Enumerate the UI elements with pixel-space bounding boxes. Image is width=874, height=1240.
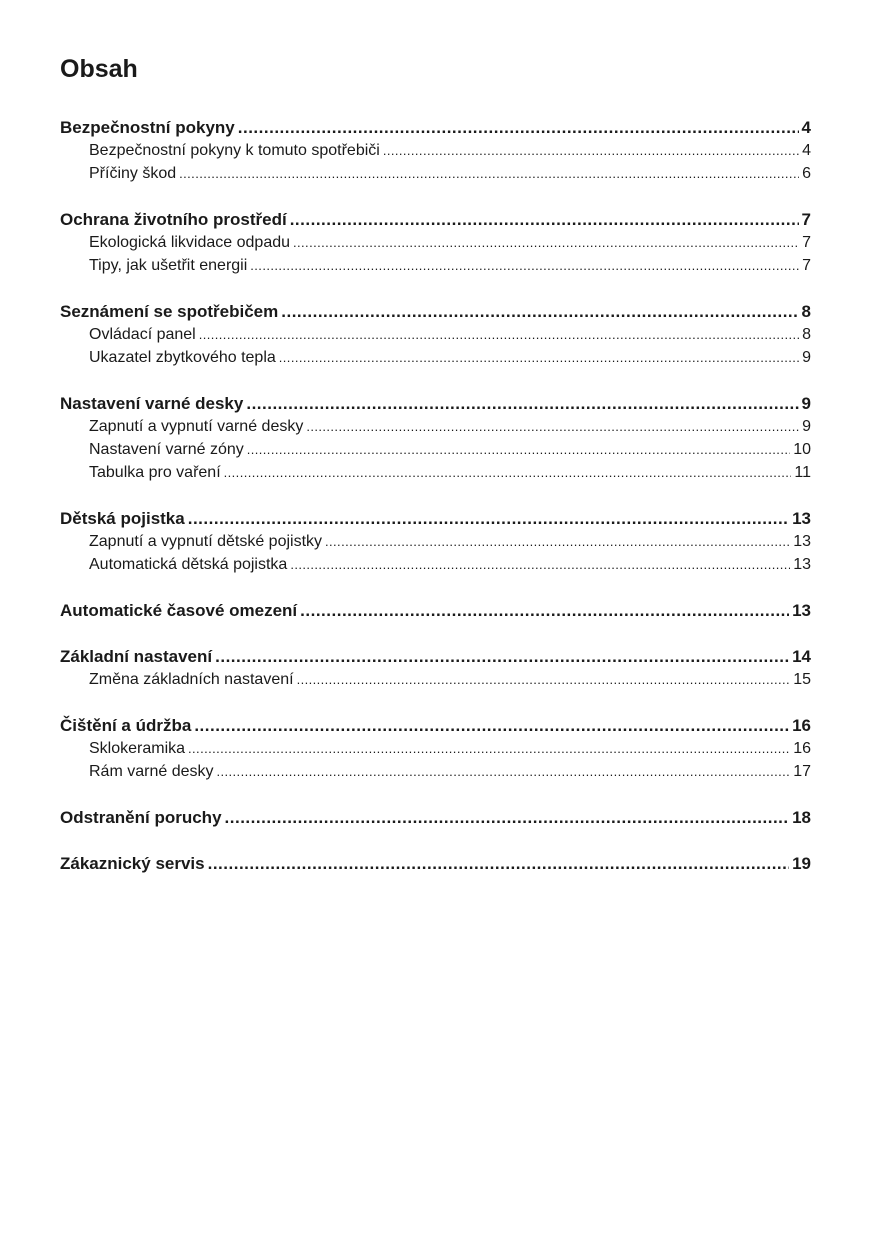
toc-subentry[interactable] [60, 323, 811, 346]
toc-entry-label: Nastavení varné desky [60, 394, 244, 413]
toc-subentry-page: 17 [793, 763, 811, 780]
toc-subentry[interactable] [60, 760, 811, 783]
dot-leader [238, 116, 799, 139]
toc-subentry[interactable] [60, 139, 811, 162]
toc-subentry[interactable] [60, 668, 811, 691]
toc-subentry-page: 9 [802, 349, 811, 366]
toc-subentry-page: 15 [793, 671, 811, 688]
toc-entry-label: Zákaznický servis [60, 854, 205, 873]
dot-leader [297, 668, 791, 691]
toc-subentry[interactable] [60, 737, 811, 760]
toc-section [60, 806, 811, 829]
toc-entry-page: 4 [801, 118, 811, 137]
dot-leader [217, 760, 791, 783]
toc-subentry-label: Změna základních nastavení [89, 671, 294, 688]
toc-entry-page: 8 [801, 302, 811, 321]
dot-leader [215, 645, 789, 668]
toc-subentry-page: 13 [793, 556, 811, 573]
dot-leader [179, 162, 799, 185]
toc-subentry-label: Ukazatel zbytkového tepla [89, 349, 276, 366]
toc-entry[interactable] [60, 714, 811, 737]
toc-entry[interactable] [60, 116, 811, 139]
dot-leader [194, 714, 789, 737]
dot-leader [188, 507, 789, 530]
dot-leader [247, 438, 790, 461]
toc-subentry[interactable] [60, 254, 811, 277]
toc-entry[interactable] [60, 507, 811, 530]
toc-subentry-label: Bezpečnostní pokyny k tomuto spotřebiči [89, 142, 380, 159]
toc-subentry-label: Rám varné desky [89, 763, 214, 780]
toc-entry-page: 7 [801, 210, 811, 229]
toc-subentry-label: Nastavení varné zóny [89, 441, 244, 458]
toc-entry-page: 18 [792, 808, 811, 827]
toc-section [60, 852, 811, 875]
toc-entry-label: Čištění a údržba [60, 716, 192, 735]
toc-entry-page: 14 [792, 647, 811, 666]
toc-subentry-label: Ekologická likvidace odpadu [89, 234, 291, 251]
dot-leader [383, 139, 799, 162]
toc-section [60, 300, 811, 369]
toc-entry-page: 19 [792, 854, 811, 873]
toc-entry-page: 13 [792, 509, 811, 528]
toc-entry[interactable] [60, 208, 811, 231]
toc-entry-label: Ochrana životního prostředí [60, 210, 287, 229]
toc-subentry-page: 16 [793, 740, 811, 757]
toc-subentry[interactable] [60, 346, 811, 369]
toc-subentry[interactable] [60, 438, 811, 461]
toc-entry-label: Bezpečnostní pokyny [60, 118, 235, 137]
dot-leader [279, 346, 799, 369]
dot-leader [250, 254, 799, 277]
toc-subentry[interactable] [60, 530, 811, 553]
dot-leader [300, 599, 789, 622]
dot-leader [281, 300, 798, 323]
dot-leader [290, 208, 799, 231]
dot-leader [225, 806, 790, 829]
toc-subentry-page: 4 [802, 142, 811, 159]
toc-entry[interactable] [60, 300, 811, 323]
toc-subentry-page: 8 [802, 326, 811, 343]
toc-subentry-page: 10 [793, 441, 811, 458]
toc-subentry-label: Ovládací panel [89, 326, 196, 343]
toc-entry-label: Seznámení se spotřebičem [60, 302, 279, 321]
dot-leader [199, 323, 799, 346]
toc-section [60, 507, 811, 576]
toc-section [60, 645, 811, 691]
toc-entry[interactable] [60, 392, 811, 415]
dot-leader [290, 553, 790, 576]
toc-subentry-label: Zapnutí a vypnutí varné desky [89, 418, 304, 435]
toc-entry-label: Automatické časové omezení [60, 601, 298, 620]
toc-subentry-page: 11 [794, 464, 811, 481]
toc-subentry-label: Tipy, jak ušetřit energii [89, 257, 248, 274]
toc-entry-page: 9 [801, 394, 811, 413]
toc-subentry-label: Tabulka pro vaření [89, 464, 221, 481]
dot-leader [293, 231, 799, 254]
toc-subentry-page: 9 [802, 418, 811, 435]
toc-entry-page: 16 [792, 716, 811, 735]
toc-subentry-page: 6 [802, 165, 811, 182]
dot-leader [224, 461, 792, 484]
toc-entry[interactable] [60, 645, 811, 668]
toc-section [60, 714, 811, 783]
toc-subentry[interactable] [60, 553, 811, 576]
toc-subentry-label: Příčiny škod [89, 165, 177, 182]
toc-entry-label: Dětská pojistka [60, 509, 185, 528]
dot-leader [208, 852, 789, 875]
toc-subentry[interactable] [60, 415, 811, 438]
toc-subentry-page: 7 [802, 257, 811, 274]
toc-subentry[interactable] [60, 162, 811, 185]
dot-leader [325, 530, 790, 553]
page-title: Obsah [60, 55, 138, 83]
toc-subentry-label: Automatická dětská pojistka [89, 556, 288, 573]
toc-entry-page: 13 [792, 601, 811, 620]
toc-entry[interactable] [60, 599, 811, 622]
toc-entry[interactable] [60, 852, 811, 875]
dot-leader [188, 737, 790, 760]
toc-entry[interactable] [60, 806, 811, 829]
toc-entry-label: Odstranění poruchy [60, 808, 222, 827]
toc-entry-label: Základní nastavení [60, 647, 213, 666]
dot-leader [306, 415, 799, 438]
toc-subentry-page: 7 [802, 234, 811, 251]
toc-section [60, 116, 811, 185]
toc-section [60, 599, 811, 622]
toc-subentry[interactable] [60, 231, 811, 254]
toc-subentry-label: Sklokeramika [89, 740, 186, 757]
dot-leader [246, 392, 798, 415]
table-of-contents [60, 116, 811, 898]
toc-section [60, 392, 811, 484]
toc-subentry[interactable] [60, 461, 811, 484]
toc-section [60, 208, 811, 277]
toc-subentry-page: 13 [793, 533, 811, 550]
toc-subentry-label: Zapnutí a vypnutí dětské pojistky [89, 533, 323, 550]
